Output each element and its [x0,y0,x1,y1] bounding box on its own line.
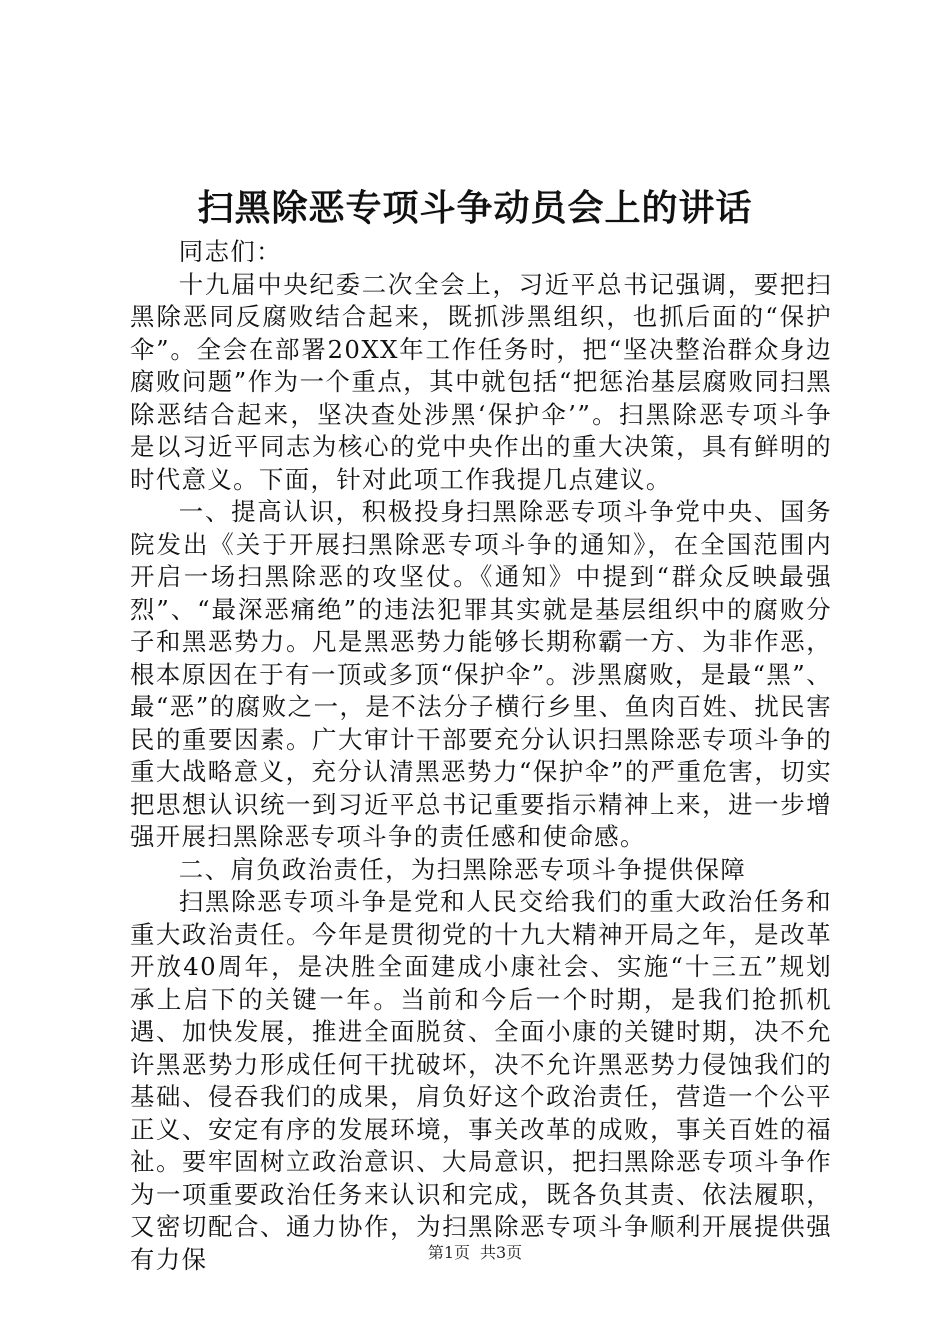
page-total: 共3页 [480,1243,523,1262]
intro-paragraph: 十九届中央纪委二次全会上，习近平总书记强调，要把扫黑除恶同反腐败结合起来，既抓涉黑组织，也抓后面的“保护伞”。全会在部署20XX年工作任务时，把“坚决整治群众身边腐败问题”作为一个重点，其中就包括“把惩治基层腐败同扫黑除恶结合起来，坚决查处涉黑‘保护伞’”。扫黑除恶专项斗争是以习近平同志为核心的党中央作出的重大决策，具有鲜明的时代意义。下面，针对此项工作我提几点建议。 [130,269,832,494]
document-body [130,236,832,1276]
salutation-paragraph: 同志们： [178,237,282,266]
document-title: 扫黑除恶专项斗争动员会上的讲话 [197,187,753,229]
page-footer [0,1242,950,1264]
section-two-paragraph: 扫黑除恶专项斗争是党和人民交给我们的重大政治任务和重大政治责任。今年是贯彻党的十九大精神开局之年，是改革开放40周年，是决胜全面建成小康社会、实施“十三五”规划承上启下的关键一年。当前和今后一个时期，是我们抢抓机遇、加快发展，推进全面脱贫、全面小康的关键时期，决不允许黑恶势力形成任何干扰破坏，决不允许黑恶势力侵蚀我们的基础、侵吞我们的成果，肩负好这个政治责任，营造一个公平正义、安定有序的发展环境，事关改革的成败，事关百姓的福祉。要牢固树立政治意识、大局意识，把扫黑除恶专项斗争作为一项重要政治任务来认识和完成，既各负其责、依法履职，又密切配合、通力协作，为扫黑除恶专项斗争顺利开展提供强有力保 [130,887,832,1274]
section-one-paragraph: 一、提高认识，积极投身扫黑除恶专项斗争党中央、国务院发出《关于开展扫黑除恶专项斗争的通知》，在全国范围内开启一场扫黑除恶的攻坚仗。《通知》中提到“群众反映最强烈”、“最深恶痛绝”的违法犯罪其实就是基层组织中的腐败分子和黑恶势力。凡是黑恶势力能够长期称霸一方、为非作恶，根本原因在于有一顶或多顶“保护伞”。涉黑腐败，是最“黑”、最“恶”的腐败之一，是不法分子横行乡里、鱼肉百姓、扰民害民的重要因素。广大审计干部要充分认识扫黑除恶专项斗争的重大战略意义，充分认清黑恶势力“保护伞”的严重危害，切实把思想认识统一到习近平总书记重要指示精神上来，进一步增强开展扫黑除恶专项斗争的责任感和使命感。 [130,497,832,851]
page-number: 第1页 [427,1243,470,1262]
section-two-heading: 二、肩负政治责任，为扫黑除恶专项斗争提供保障 [178,854,747,884]
